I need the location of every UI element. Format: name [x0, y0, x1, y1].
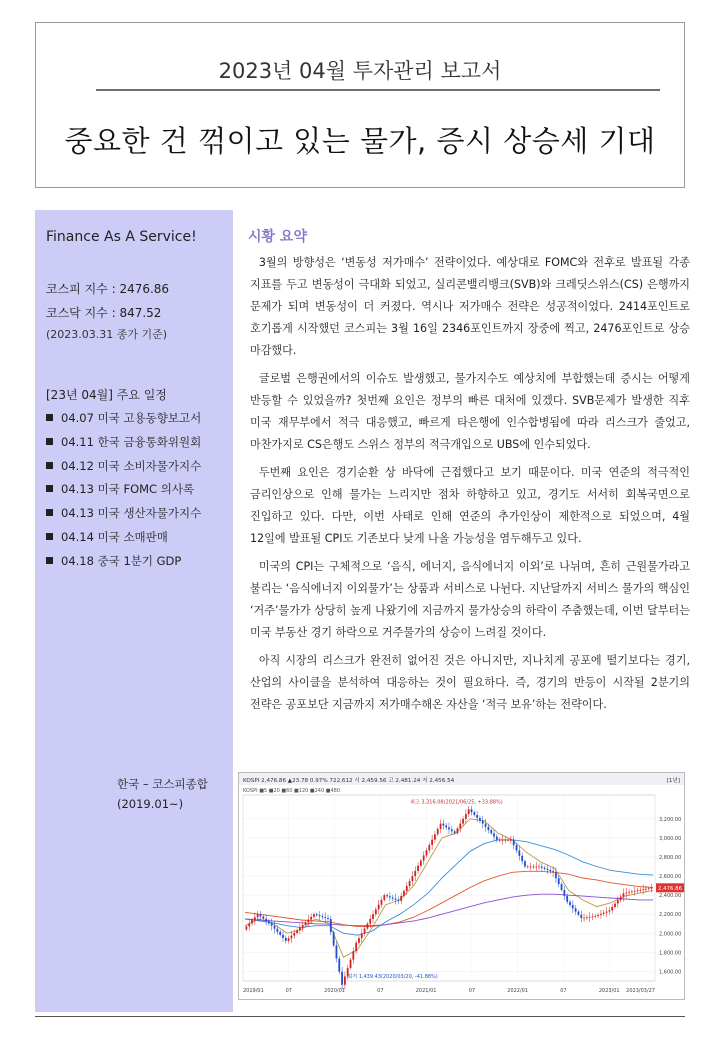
candle-body — [246, 926, 248, 929]
candle-body — [260, 914, 262, 916]
candle-body — [645, 889, 647, 890]
candle-body — [639, 890, 641, 891]
candle-body — [642, 889, 644, 890]
kospi-chart — [238, 772, 685, 1000]
candle-body — [625, 893, 627, 894]
candle-body — [305, 922, 307, 925]
chart-caption — [117, 774, 208, 814]
candle-body — [381, 900, 383, 905]
candle-body — [361, 933, 363, 938]
x-tick-label: 2023/01 — [598, 988, 620, 994]
kospi-index: 코스피 지수 : 2476.86 — [46, 282, 170, 296]
candle-body — [611, 907, 613, 910]
candle-body — [561, 884, 563, 890]
candle-body — [367, 924, 369, 929]
candle-body — [549, 870, 551, 871]
candle-body — [420, 861, 422, 866]
footer-divider — [35, 1016, 685, 1017]
candle-body — [620, 897, 622, 900]
candle-body — [403, 891, 405, 896]
candle-body — [296, 930, 298, 933]
candle-body — [563, 890, 565, 896]
candle-body — [471, 809, 473, 812]
candle-body — [507, 840, 509, 841]
x-tick-label: 2021/01 — [415, 988, 437, 994]
candle-body — [397, 900, 399, 901]
moving-average-line — [245, 819, 653, 957]
square-bullet-icon — [46, 438, 53, 445]
candle-body — [414, 871, 416, 876]
candle-body — [279, 932, 281, 935]
chart-x-axis — [243, 988, 655, 994]
x-tick-label: 2022/01 — [507, 988, 529, 994]
candle-body — [440, 824, 442, 829]
candle-body — [327, 918, 329, 919]
chart-candles — [246, 806, 653, 990]
candle-body — [423, 855, 425, 860]
list-item: 04.13 미국 생산자물가지수 — [46, 505, 201, 529]
candle-body — [634, 891, 636, 892]
candle-body — [614, 904, 616, 907]
candle-body — [316, 914, 318, 915]
header-divider — [96, 89, 660, 91]
candle-body — [358, 938, 360, 943]
candle-body — [344, 976, 346, 984]
candle-body — [648, 888, 650, 889]
candle-body — [434, 834, 436, 839]
candle-body — [569, 902, 571, 905]
candle-body — [282, 935, 284, 938]
candle-body — [369, 919, 371, 924]
candle-body — [333, 932, 335, 945]
y-tick-label: 2,400.00 — [659, 893, 682, 900]
candle-body — [544, 868, 546, 869]
chart-series — [245, 819, 653, 957]
summary-title: 시황 요약 — [248, 229, 307, 245]
candle-body — [496, 837, 498, 840]
candle-body — [575, 908, 577, 911]
candle-body — [504, 840, 506, 841]
candle-body — [372, 914, 374, 919]
candle-body — [502, 840, 504, 841]
candle-body — [521, 856, 523, 861]
y-tick-label: 1,800.00 — [659, 950, 682, 957]
list-item: 04.12 미국 소비자물가지수 — [46, 458, 201, 482]
x-tick-label: 07 — [377, 988, 384, 994]
candle-body — [350, 960, 352, 968]
candle-body — [302, 925, 304, 928]
candle-body — [417, 866, 419, 871]
chart-legend: KOSPI ■5 ■20 ■60 ■120 ■240 ■480 — [243, 788, 341, 794]
schedule-title: [23년 04월] 주요 일정 — [46, 388, 167, 402]
chart-y-axis — [659, 817, 681, 976]
moving-average-line — [245, 871, 653, 926]
chart-high-annotation: 최고 3,316.08(2021/06/25, +33.88%) — [410, 799, 503, 806]
candle-body — [592, 917, 594, 918]
candle-body — [319, 915, 321, 916]
candle-body — [406, 886, 408, 891]
candle-body — [352, 951, 354, 959]
candle-body — [285, 938, 287, 941]
kosdaq-index: 코스닥 지수 : 847.52 — [46, 306, 162, 320]
candle-body — [516, 845, 518, 850]
candle-body — [485, 824, 487, 827]
candle-body — [617, 900, 619, 903]
candle-body — [538, 867, 540, 868]
summary-paragraph: 아직 시장의 리스크가 완전히 없어진 것은 아니지만, 지나치게 공포에 떨기보다는 경기, 산업의 사이클을 분석하여 대응하는 것이 필요하다. 즉, 경기의 반등이 시작될 2분기의 전략은 공포보단 지금까지 저가매수해온 자산을 ‘적극 보유’하는 전략이다. — [250, 654, 690, 711]
candle-body — [473, 812, 475, 815]
y-tick-label: 2,800.00 — [659, 855, 682, 861]
candle-body — [299, 928, 301, 931]
x-tick-label: 07 — [468, 988, 476, 994]
candle-body — [451, 829, 453, 831]
candle-body — [445, 826, 447, 828]
candle-body — [552, 871, 554, 872]
candle-body — [386, 895, 388, 896]
candle-body — [490, 830, 492, 833]
candle-body — [341, 972, 343, 985]
candle-body — [603, 913, 605, 914]
candle-body — [547, 869, 549, 870]
candle-body — [566, 896, 568, 902]
summary-paragraph: 글로벌 은행권에서의 이슈도 발생했고, 물가지수도 예상치에 부합했는데 증시는 어떻게 반등할 수 있었을까? 첫번째 요인은 정부의 빠른 대처에 있겠다. SVB문제가 발생한 직후 미국 재무부에서 적극 대응했고, 빠르게 타은행에 인수합병됨에 따라 리스크가 줄었고, 마찬가지로 CS은행도 스위스 정부의 적극개입으로 UBS에 인수되었다. — [250, 372, 690, 451]
square-bullet-icon — [46, 462, 53, 469]
candle-body — [274, 926, 276, 929]
list-item: 04.07 미국 고용동향보고서 — [46, 410, 201, 434]
candle-body — [524, 861, 526, 866]
chart-low-annotation: 최저 1,439.43(2020/03/20, -41.88%) — [347, 974, 438, 980]
candle-body — [586, 917, 588, 918]
candle-body — [533, 867, 535, 868]
candle-body — [412, 876, 414, 881]
candle-body — [454, 831, 456, 833]
candle-body — [555, 872, 557, 878]
candle-body — [637, 890, 639, 891]
list-item: 04.18 중국 1분기 GDP — [46, 553, 201, 577]
candle-body — [392, 897, 394, 898]
candle-body — [268, 921, 270, 923]
candle-body — [513, 840, 515, 845]
candle-body — [530, 867, 532, 868]
sidebar-panel — [35, 210, 233, 1012]
price-basis-note: (2023.03.31 종가 기준) — [46, 328, 168, 341]
x-tick-label: 07 — [560, 988, 567, 994]
moving-average-line — [245, 840, 653, 935]
candle-body — [364, 929, 366, 934]
candle-body — [400, 896, 402, 901]
candle-body — [499, 840, 501, 841]
candle-body — [437, 829, 439, 834]
candle-body — [518, 851, 520, 856]
candle-body — [589, 917, 591, 918]
candle-body — [395, 899, 397, 900]
candle-body — [468, 809, 470, 814]
candle-body — [459, 824, 461, 829]
candle-body — [493, 833, 495, 836]
candle-body — [338, 958, 340, 971]
candle-body — [482, 821, 484, 824]
candle-body — [291, 936, 293, 939]
candle-body — [293, 933, 295, 936]
y-tick-label: 3,200.00 — [659, 816, 682, 823]
candle-body — [597, 915, 599, 916]
y-tick-label: 2,200.00 — [659, 912, 682, 919]
chart-period-label: [1년] — [666, 778, 680, 784]
kospi-chart-svg — [239, 773, 684, 999]
candle-body — [510, 840, 512, 841]
candle-body — [257, 914, 259, 917]
candle-body — [428, 845, 430, 850]
candle-body — [375, 909, 377, 914]
candle-body — [608, 910, 610, 911]
candle-body — [442, 824, 444, 826]
candle-body — [271, 923, 273, 925]
schedule-list — [46, 410, 201, 577]
candle-body — [606, 912, 608, 913]
square-bullet-icon — [46, 414, 53, 421]
candle-body — [583, 918, 585, 919]
y-tick-label: 2,600.00 — [659, 874, 682, 881]
summary-paragraph: 3월의 방향성은 ‘변동성 저가매수’ 전략이었다. 예상대로 FOMC와 전후로 발표될 각종 지표를 두고 변동성이 극대화 되었고, 실리콘밸리뱅크(SVB)와 크레딧스위스(CS) 은행까지 문제가 되며 변동성이 더 커졌다. 역시나 저가매수 전략은 성공적이었다. 2414포인트로 호기롭게 시작했던 코스피는 3월 16일 2346포인트까지 장중에 찍고, 2476포인트로 상승 마감했다. — [250, 256, 690, 357]
y-tick-label: 3,000.00 — [659, 835, 682, 842]
candle-body — [580, 915, 582, 918]
candle-body — [389, 896, 391, 897]
candle-body — [431, 840, 433, 845]
candle-body — [324, 917, 326, 918]
candle-body — [578, 912, 580, 915]
candle-body — [313, 914, 315, 917]
candle-body — [462, 819, 464, 824]
candle-body — [535, 867, 537, 868]
list-item: 04.14 미국 소매판매 — [46, 529, 201, 553]
candle-body — [276, 929, 278, 932]
candle-body — [426, 850, 428, 855]
candle-body — [527, 867, 529, 868]
candle-body — [651, 888, 653, 889]
summary-paragraph: 미국의 CPI는 구체적으로 ‘음식, 에너지, 음식에너지 이외’로 나뉘며, 흔히 근원물가라고 불리는 ‘음식에너지 이외물가’는 상품과 서비스로 나뉜다. 지난달까지 서비스 물가의 핵심인 ‘거주’물가가 상당히 높게 나왔기에 지금까지 물가상승의 하락이 주춤했는데, 이번 달부터는 미국 부동산 경기 하락으로 거주물가의 상승이 느려질 것이다. — [250, 560, 690, 639]
candle-body — [448, 827, 450, 829]
candle-body — [572, 905, 574, 908]
candle-body — [383, 895, 385, 900]
candle-body — [330, 919, 332, 932]
candle-body — [378, 905, 380, 910]
candle-body — [355, 943, 357, 951]
candle-body — [541, 867, 543, 868]
chart-last-price-label: 2,476.86 — [658, 885, 683, 892]
candle-body — [487, 827, 489, 830]
candle-body — [457, 828, 459, 833]
candle-body — [479, 818, 481, 821]
candle-body — [628, 892, 630, 893]
summary-body — [250, 252, 690, 722]
square-bullet-icon — [46, 557, 53, 564]
report-period: 2023년 04월 투자관리 보고서 — [218, 59, 502, 83]
chart-header-text: KOSPI 2,476.86 ▲23.78 0.97% 722,612 시 2,459.56 고 2,481.24 저 2,456.54 — [243, 778, 455, 784]
y-tick-label: 2,000.00 — [659, 931, 682, 938]
candle-body — [409, 881, 411, 886]
candle-body — [465, 814, 467, 819]
candle-body — [254, 917, 256, 920]
brand-slogan: Finance As A Service! — [46, 229, 197, 245]
candle-body — [265, 919, 267, 921]
candle-body — [262, 917, 264, 919]
chart-caption-title: 한국 – 코스피종합 — [117, 777, 208, 791]
candle-body — [476, 815, 478, 818]
chart-caption-period: (2019.01~) — [117, 797, 184, 811]
candle-body — [288, 938, 290, 941]
y-tick-label: 1,600.00 — [659, 969, 682, 976]
candle-body — [307, 920, 309, 923]
square-bullet-icon — [46, 485, 53, 492]
summary-paragraph: 두번째 요인은 경기순환 상 바닥에 근접했다고 보기 때문이다. 미국 연준의 적극적인 금리인상으로 인해 물가는 느리지만 점차 하향하고 있고, 경기도 서서히 회복국면으로 진입하고 있다. 다만, 이번 사태로 인해 연준의 추가인상이 제한적으로 되었으며, 4월 12일에 발표될 CPI도 기존보다 낮게 나올 가능성을 염두해두고 있다. — [250, 466, 690, 545]
square-bullet-icon — [46, 533, 53, 540]
candle-body — [310, 917, 312, 920]
candle-body — [558, 878, 560, 884]
report-header — [35, 22, 685, 188]
x-tick-label: 2020/01 — [324, 988, 345, 994]
list-item: 04.13 미국 FOMC 의사록 — [46, 481, 201, 505]
candle-body — [248, 923, 250, 926]
candle-body — [594, 916, 596, 917]
candle-body — [336, 945, 338, 958]
candle-body — [631, 892, 633, 893]
list-item: 04.11 한국 금융통화위원회 — [46, 434, 201, 458]
candle-body — [321, 916, 323, 917]
x-tick-label: 07 — [285, 988, 292, 994]
x-tick-label: 2019/01 — [243, 988, 264, 994]
candle-body — [251, 920, 253, 923]
square-bullet-icon — [46, 509, 53, 516]
candle-body — [600, 914, 602, 915]
x-tick-label: 2023/03/27 — [626, 988, 655, 994]
report-headline: 중요한 건 꺾이고 있는 물가, 증시 상승세 기대 — [64, 124, 656, 158]
candle-body — [623, 893, 625, 896]
